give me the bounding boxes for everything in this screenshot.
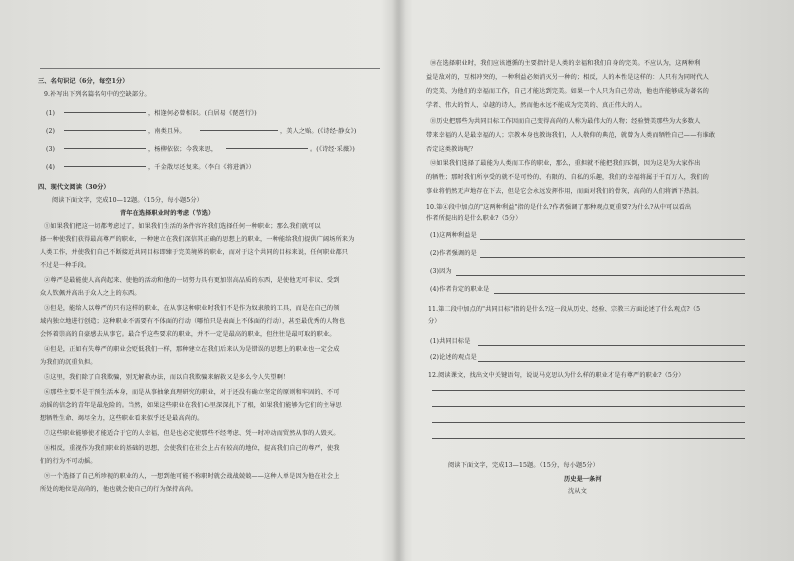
article-line: 众人钦佩并高出于众人之上的东西。	[40, 290, 141, 297]
q11-text-cont: 分）	[428, 318, 441, 325]
poem2-text-b: ，美人之贻。(《诗经·静女》)	[280, 128, 357, 135]
q10-answer-label: (4)作者肯定的职业是	[430, 286, 490, 293]
article-line: ⑫如果我们选择了最能为人类而工作的职业，那么，重担就不能把我们压倒，因为这是为大家作出	[430, 160, 701, 167]
q11-text: 11.第二段中加点的"共同目标"指的是什么?这一段从历史、经验、宗教三方面论述了什么观点?（5	[428, 306, 701, 313]
answer-line[interactable]	[432, 438, 745, 439]
article-title: 青年在选择职业时的考虑（节选）	[120, 210, 215, 217]
article-line: 域内独立地进行创造；这种职业不需要有不体面的行动（哪怕只是表面上不体面的行动），甚至最优秀的人物也	[40, 318, 345, 325]
article-line: 为我们的沉重负担。	[40, 359, 97, 366]
answer-blank[interactable]	[226, 148, 308, 149]
q10-text-cont: 作者所提出的是什么职业?（5分）	[426, 215, 522, 222]
page-fold	[392, 0, 406, 561]
answer-blank[interactable]	[64, 130, 146, 131]
answer-blank[interactable]	[64, 112, 146, 113]
poem4-num: (4)	[46, 164, 56, 171]
article-line: 益是敌对的，互相冲突的，一种利益必须消灭另一种的；相反，人的本性是这样的：人只有为同时代人	[426, 74, 709, 81]
reading2-title: 历史是一条河	[564, 476, 602, 483]
q11-answer-label: (2)论述的观点是	[430, 354, 477, 361]
answer-line[interactable]	[480, 239, 745, 240]
article-line: 人类工作，并使我们自己不断接近共同目标即臻于完美境界的职业，而对于这个共同的目标来说，任何职业都只	[40, 249, 349, 256]
article-line: 动摇的信念的青年是最危险的。当然，如果这些职业在我们心里深深扎下了根，如果我们能够为它们的主导思	[40, 402, 342, 409]
article-line: 不过是一种手段。	[40, 262, 91, 269]
poem1-num: (1)	[46, 110, 56, 117]
article-line: ④但是，正如有失尊严的职业会贬低我们一样，那种建立在我们后来认为是错误的思想上的职业也一定会成	[44, 346, 340, 353]
reading-intro: 阅读下面文字，完成10—12题。（15分，每小题5分）	[52, 197, 203, 204]
reading2-intro: 阅读下面文字，完成13—15题。（15分，每小题5分）	[448, 462, 599, 469]
answer-line[interactable]	[432, 406, 745, 407]
answer-line[interactable]	[494, 293, 745, 294]
answer-line[interactable]	[478, 345, 745, 346]
article-line: ①如果我们把这一切都考虑过了，如果我们生活的条件容许我们选择任何一种职业；那么我们就可以	[44, 223, 321, 230]
poem3-text-a: ，杨柳依依；今我来思，	[148, 146, 218, 153]
left-page	[30, 0, 385, 561]
article-line: 的完美、为他们的幸福而工作，自己才能达到完美。如果一个人只为自己劳动，他也许能够成为著名的	[426, 88, 709, 95]
article-line: ⑧相反，重视作为我们职业的基础的思想，会使我们在社会上占有较高的地位，提高我们自己的尊严，使我	[44, 445, 340, 452]
poem4-text: ，千金散尽还复来。（李白《将进酒》）	[148, 164, 255, 171]
section3-title: 三、名句识记（6分，每空1分）	[38, 78, 129, 85]
article-line: 的牺牲；那时我们所享受的就不是可怜的、有限的、自私的乐趣，我们的幸福将属于千百万人，我们的	[426, 174, 709, 181]
section4-title: 四、现代文阅读（30分）	[38, 184, 110, 191]
answer-blank[interactable]	[64, 148, 146, 149]
article-line: 们的行为不可动摇。	[40, 458, 97, 465]
q9-text: 9.补写出下列名篇名句中的空缺部分。	[44, 91, 151, 98]
article-line: ⑦这些职业能够使才能适合于它的人幸福，但是也必定使那些不经考虑、凭一时冲动而贸然从事的人毁灭。	[44, 430, 340, 437]
article-line: ⑪历史把那些为共同目标工作因而自己变得高尚的人称为最伟大的人物；经验赞美那些为大多数人	[430, 118, 701, 125]
article-line: ⑨一个选择了自己所珍视的职业的人，一想到他可能不称职时就会战战兢兢——这种人单是因为他在社会上	[44, 473, 340, 480]
article-line: ⑥那些主要不是干预生活本身，而是从事抽象真理研究的职业，对于还没有确立坚定的原则和牢固的、不可	[44, 389, 340, 396]
article-line: 所处的地位是高尚的，他也就会使自己的行为保持高尚。	[40, 486, 198, 493]
answer-blank[interactable]	[64, 166, 146, 167]
poem3-num: (3)	[46, 146, 56, 153]
answer-blank[interactable]	[200, 130, 278, 131]
poem1-text: ，相逢何必曾相识。(白居易《琵琶行》)	[148, 110, 257, 117]
answer-line[interactable]	[480, 257, 745, 258]
article-line: 想牺牲生命、竭尽全力，这些职业看来似乎还是最高尚的。	[40, 415, 204, 422]
answer-line[interactable]	[432, 422, 745, 423]
right-page	[418, 0, 763, 561]
article-line: 带来幸福的人是最幸福的人；宗教本身也教诲我们，人人敬仰的典范，就曾为人类而牺牲自己——有谁敢	[426, 132, 716, 139]
article-line: 学者、伟大的哲人、卓越的诗人，然而他永远不能成为完美的、真正伟大的人。	[426, 102, 647, 109]
poem2-num: (2)	[46, 128, 56, 135]
q10-answer-label: (1)这两种利益是	[430, 232, 477, 239]
answer-line[interactable]	[456, 275, 745, 276]
article-line: ②尊严是最能使人高尚起来、使他的活动和他的一切努力具有更加崇高品质的东西，是使他无可非议、受到	[44, 277, 340, 284]
q10-answer-label: (2)作者强调的是	[430, 250, 477, 257]
article-line: ⑩在选择职业时，我们应该遵循的主要指针是人类的幸福和我们自身的完美。不应认为，这两种利	[430, 60, 701, 67]
answer-line[interactable]	[478, 361, 745, 362]
q12-text: 12.阅读课文，找出文中关键语句，说说马克思认为什么样的职业才是有尊严的职业?（5分）	[428, 372, 685, 379]
q10-text: 10.第④段中加点的"这两种利益"指的是什么?作者强调了那种观点更重要?为什么?从中可以看出	[426, 204, 692, 211]
q11-answer-label: (1)共同目标是	[430, 338, 471, 345]
poem3-text-b: 。(《诗经·采薇》)	[310, 146, 355, 153]
q10-answer-label: (3)因为	[430, 268, 452, 275]
article-line: 会怀着崇高的自豪感去从事它。最合乎这些要求的职业，并不一定是最高的职业，但往往是最可取的职业。	[40, 331, 336, 338]
reading2-author: 沈从文	[568, 488, 587, 495]
article-line: 择一种使我们获得最高尊严的职业，一种建立在我们深信其正确的思想上的职业，一种能给我们提供广阔场所来为	[40, 236, 355, 243]
answer-line[interactable]	[432, 390, 745, 391]
poem2-text-a: ，南类且异。	[148, 128, 186, 135]
article-line: 否定这类教诲呢？	[426, 146, 477, 153]
article-line: ⑤这里，我们除了自我欺骗，别无解救办法，而以自我欺骗来解救又是多么令人失望啊！	[44, 374, 290, 381]
article-line: 事业将悄然无声地存在下去，但是它会永远发挥作用，而面对我们的骨灰，高尚的人们将洒下热泪。	[426, 188, 703, 195]
article-line: ③但是，能给人以尊严的只有这样的职业，在从事这种职业时我们不是作为奴隶般的工具，而是在自己的领	[44, 305, 340, 312]
